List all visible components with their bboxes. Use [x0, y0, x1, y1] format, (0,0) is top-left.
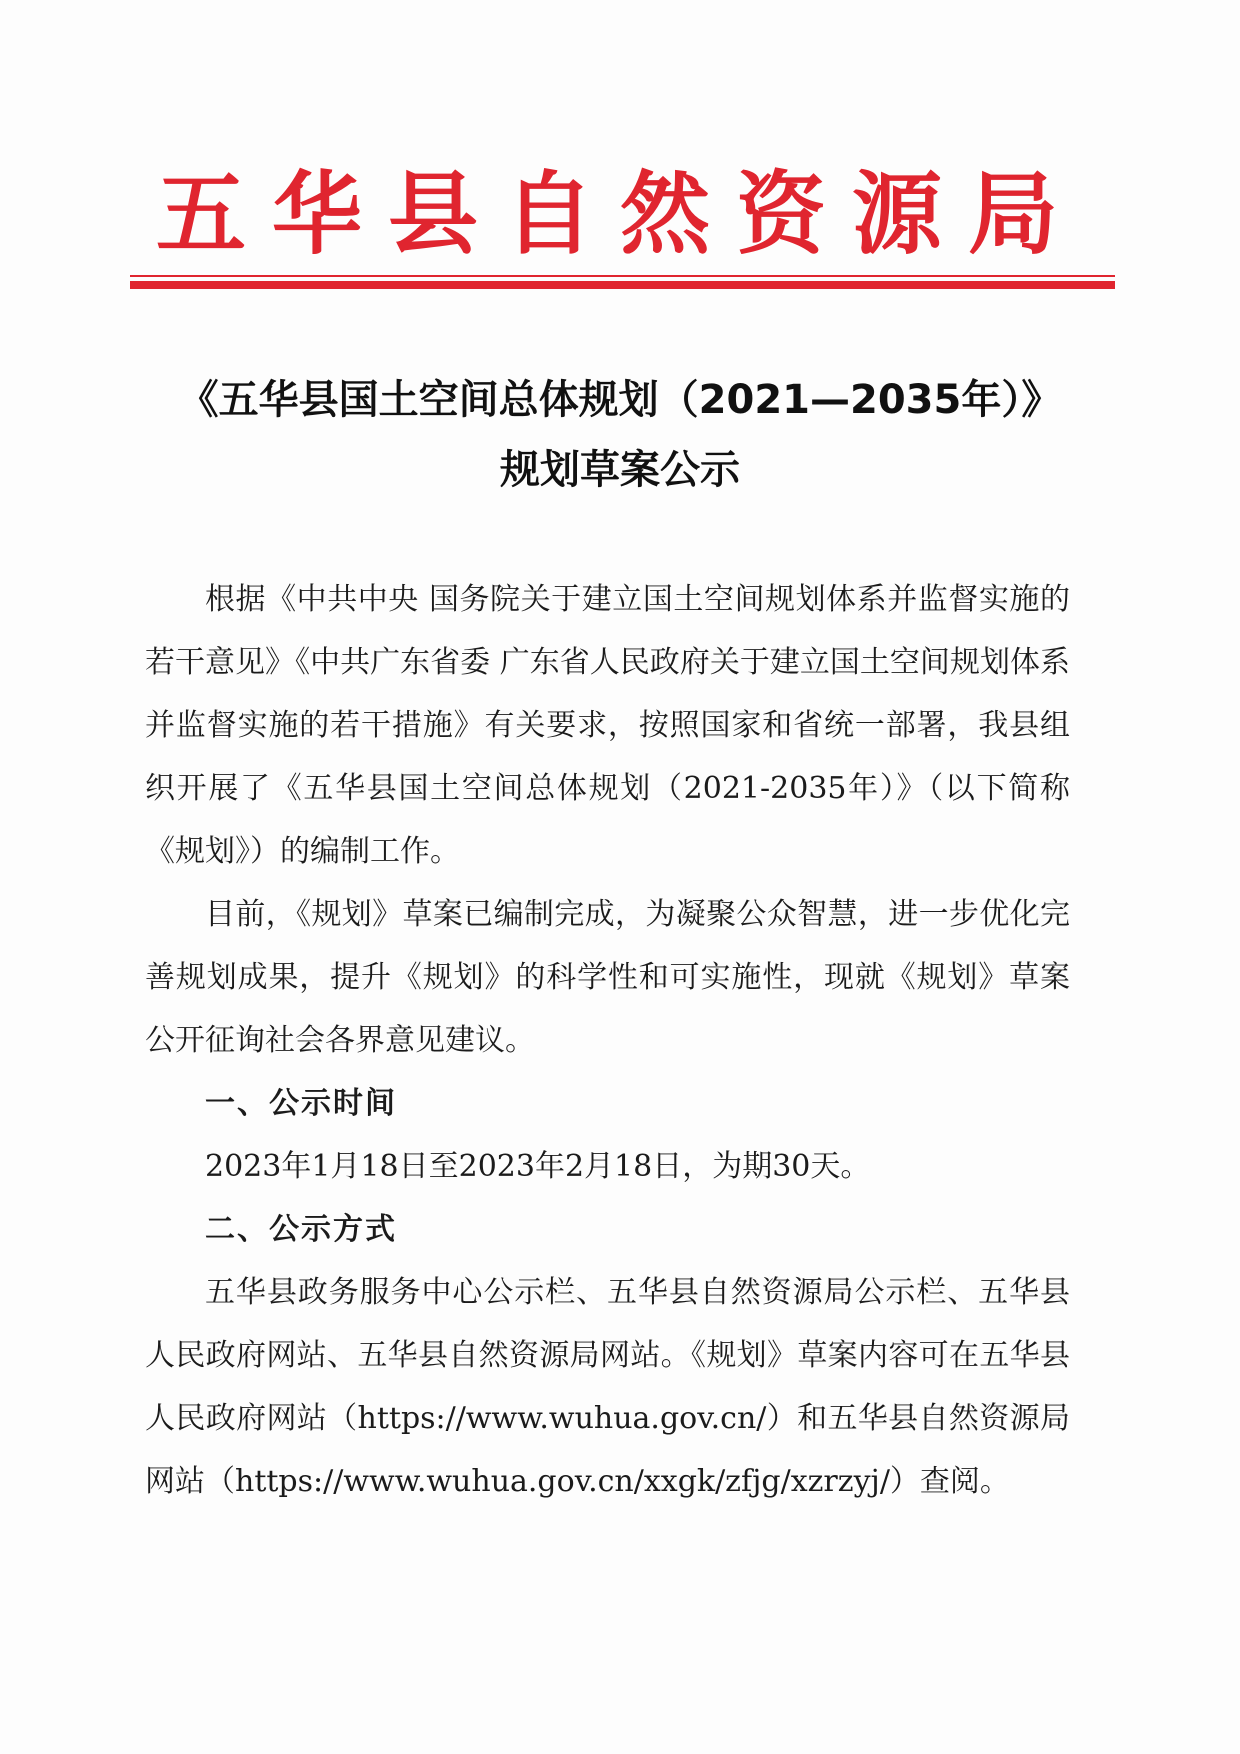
- section-heading-method: 二、公示方式: [205, 1212, 397, 1247]
- divider-thin-line: [130, 275, 1115, 277]
- paragraph-basis: 根据《中共中央 国务院关于建立国土空间规划体系并监督实施的若干意见》《中共广东省委 广东省人民政府关于建立国土空间规划体系并监督实施的若干措施》有关要求，按照国家和省统一部署，我县组织开展了《五华县国土空间总体规划（2021-2035年）》（以下简称《规划》）的编制工作。: [145, 582, 1070, 869]
- document-title-line-1: 《五华县国土空间总体规划（2021—2035年）》: [178, 377, 1062, 423]
- document-title: [120, 365, 1120, 505]
- document-title-line-2: 规划草案公示: [500, 447, 740, 493]
- document-body: [145, 568, 1070, 1513]
- section-heading-time: 一、公示时间: [205, 1086, 397, 1121]
- divider-thick-line: [130, 281, 1115, 289]
- paragraph-purpose: 目前，《规划》草案已编制完成，为凝聚公众智慧，进一步优化完善规划成果，提升《规划》的科学性和可实施性，现就《规划》草案公开征询社会各界意见建议。: [145, 897, 1070, 1058]
- section-text-method: 五华县政务服务中心公示栏、五华县自然资源局公示栏、五华县人民政府网站、五华县自然资源局网站。《规划》草案内容可在五华县人民政府网站（https://www.wuhua.gov.cn/）和五华县自然资源局网站（https://www.wuhua.gov.cn/xxgk/zfjg/xzrzyj/）查阅。: [145, 1275, 1070, 1499]
- section-text-time: 2023年1月18日至2023年2月18日，为期30天。: [205, 1149, 871, 1184]
- letterhead-title: 五华县自然资源局: [156, 162, 1084, 267]
